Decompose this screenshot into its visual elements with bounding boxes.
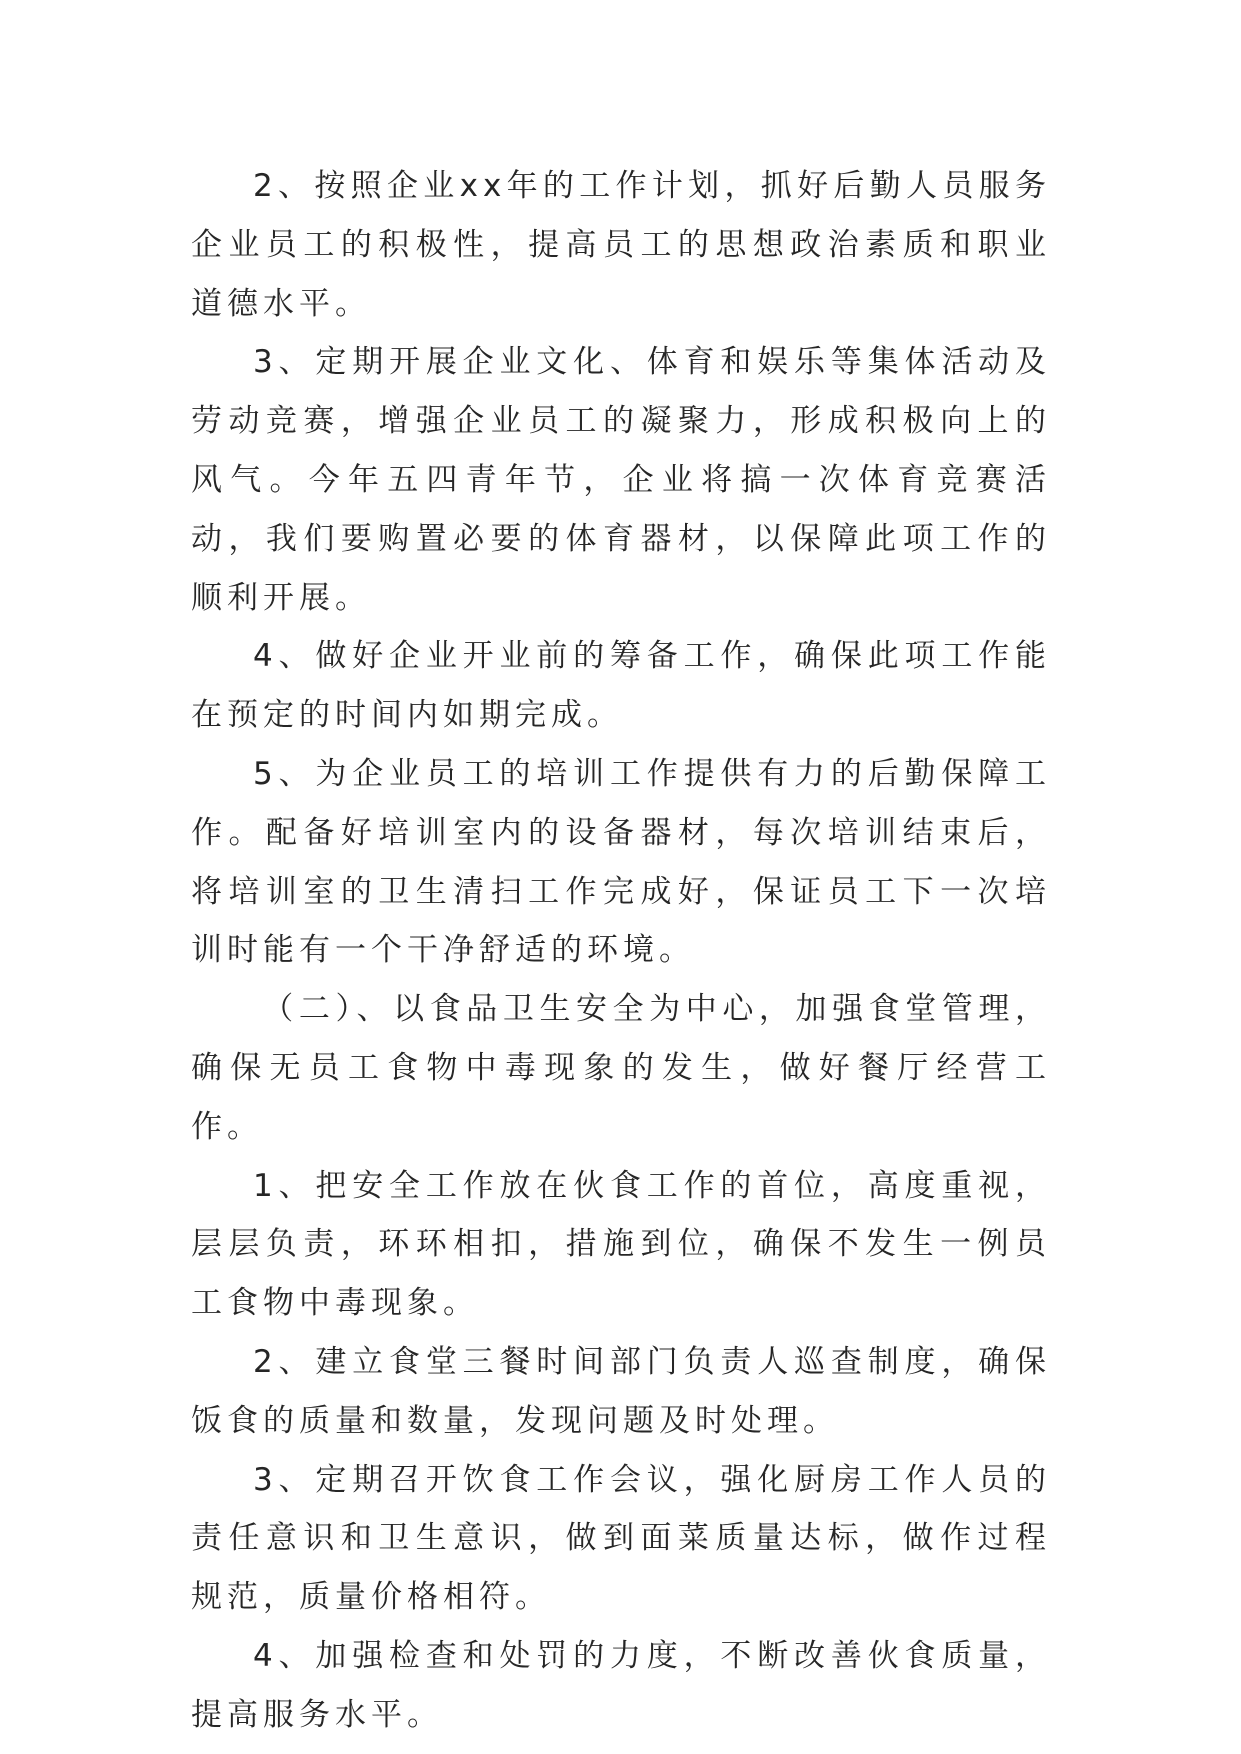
- document-body: [191, 157, 1051, 1745]
- paragraph-item-2b: 2、建立食堂三餐时间部门负责人巡查制度，确保饭食的质量和数量，发现问题及时处理。: [191, 1343, 1051, 1439]
- paragraph-item-1: 1、把安全工作放在伙食工作的首位，高度重视，层层负责，环环相扣，措施到位，确保不发生一例员工食物中毒现象。: [191, 1167, 1051, 1322]
- section-heading-2: （二）、以食品卫生安全为中心，加强食堂管理，确保无员工食物中毒现象的发生，做好餐厅经营工作。: [191, 991, 1051, 1145]
- paragraph-item-5: 5、为企业员工的培训工作提供有力的后勤保障工作。配备好培训室内的设备器材，每次培训结束后，将培训室的卫生清扫工作完成好，保证员工下一次培训时能有一个干净舒适的环境。: [191, 755, 1051, 969]
- paragraph-item-4: 4、做好企业开业前的筹备工作，确保此项工作能在预定的时间内如期完成。: [191, 638, 1051, 734]
- paragraph-item-4b: 4、加强检查和处罚的力度，不断改善伙食质量，提高服务水平。: [191, 1637, 1051, 1733]
- paragraph-item-2: 2、按照企业xx年的工作计划，抓好后勤人员服务企业员工的积极性，提高员工的思想政治素质和职业道德水平。: [191, 168, 1051, 322]
- paragraph-item-3b: 3、定期召开饮食工作会议，强化厨房工作人员的责任意识和卫生意识，做到面菜质量达标，做作过程规范，质量价格相符。: [191, 1461, 1051, 1616]
- paragraph-item-3: 3、定期开展企业文化、体育和娱乐等集体活动及劳动竞赛，增强企业员工的凝聚力，形成积极向上的风气。今年五四青年节，企业将搞一次体育竞赛活动，我们要购置必要的体育器材，以保障此项工作的顺利开展。: [191, 344, 1051, 616]
